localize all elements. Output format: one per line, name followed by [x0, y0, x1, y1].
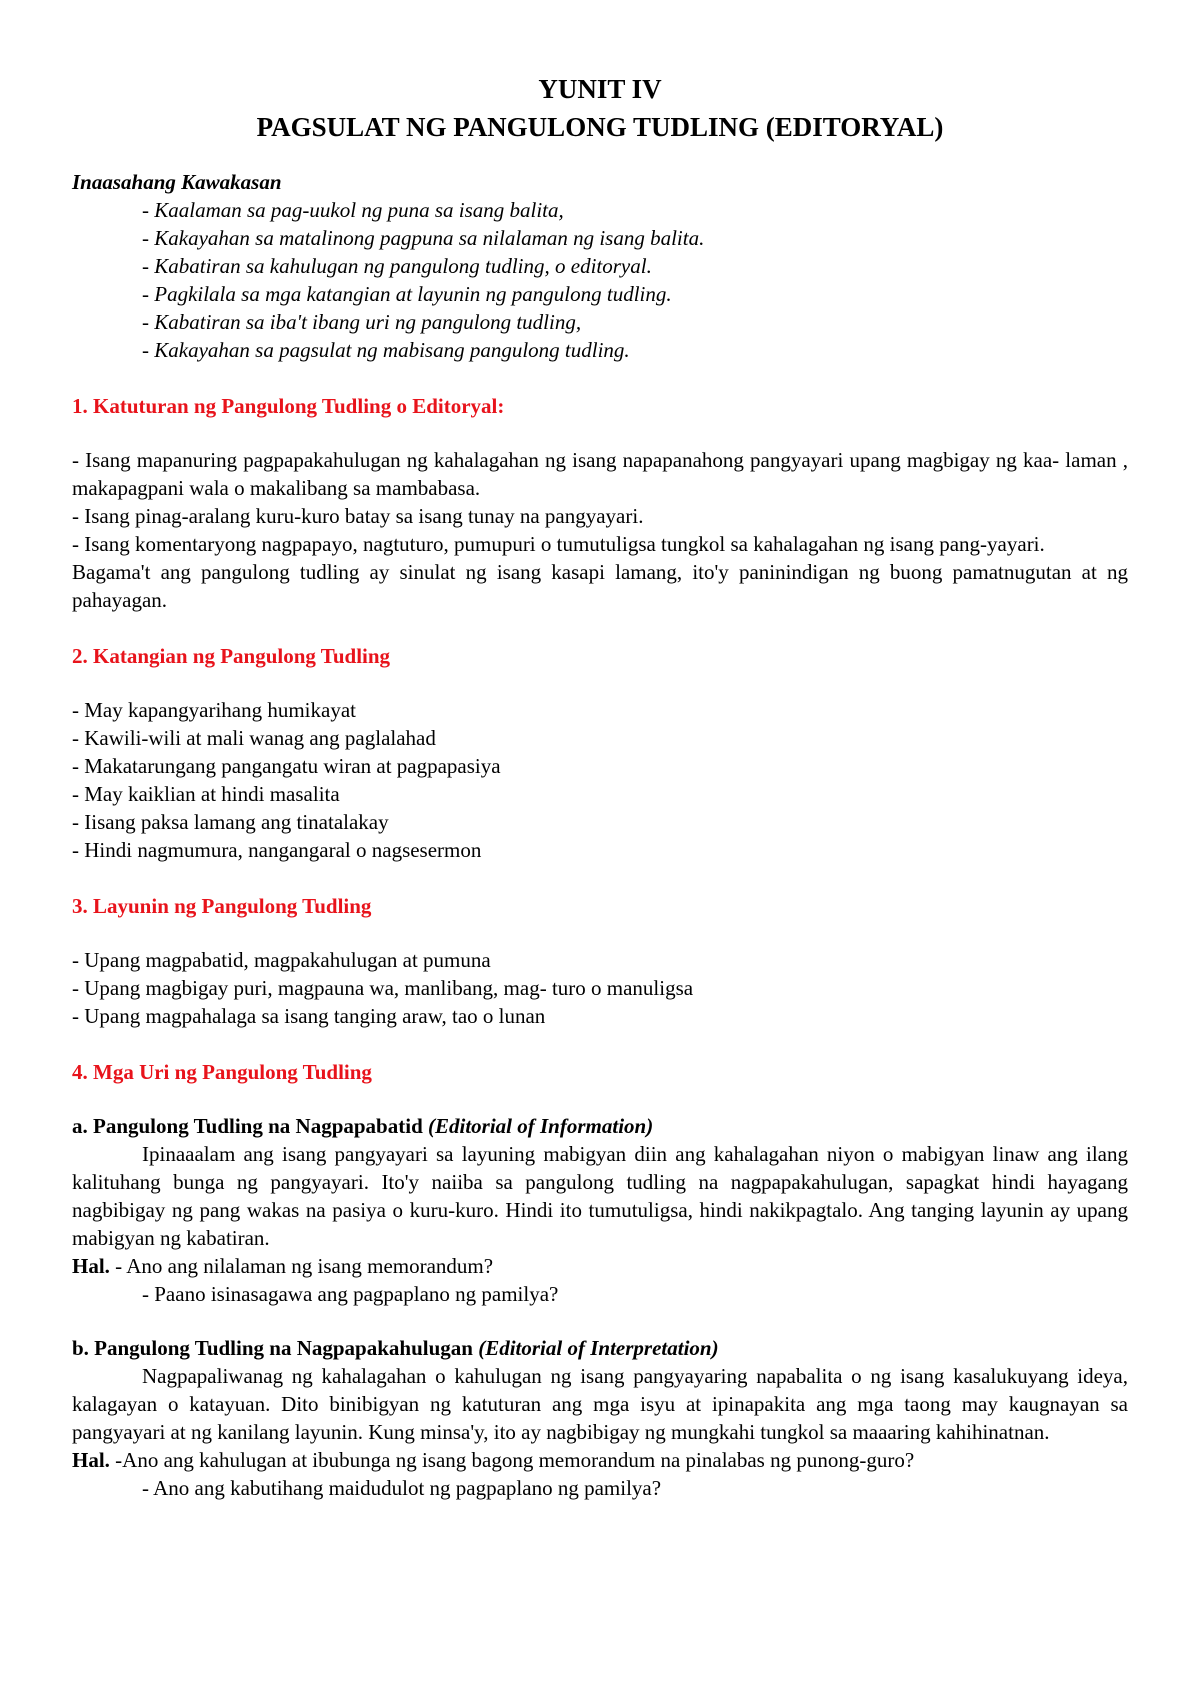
unit-title: YUNIT IV: [538, 74, 662, 104]
type-b-example: [72, 1446, 1128, 1474]
type-a-heading: [72, 1112, 1128, 1140]
section-2-heading: 2. Katangian ng Pangulong Tudling: [72, 644, 391, 668]
type-a-paragraph: Ipinaaalam ang isang pangyayari sa layuning mabigyan diin ang kahalagahan niyon o mabigyan linaw ang ilang kalituhang bunga ng pangyayari. Ito'y naiiba sa pangulong tudling na nagpapakahulugan, sapagkat hindi hayagang nagbibigay ng pang wakas na pasiya o kuru-kuro. Hindi ito tumutuligsa, hindi nakikpagtalo. Ang tanging layunin ay upang mabigyan ng kabatiran.: [72, 1142, 1128, 1250]
objective-item: - Kaalaman sa pag-uukol ng puna sa isang balita,: [142, 198, 564, 222]
type-b-heading: [72, 1334, 1128, 1362]
objectives-list: [72, 196, 1128, 364]
purpose-line: - Upang magbigay puri, magpauna wa, manlibang, mag- turo o manuligsa: [72, 976, 694, 1000]
type-b-title: b. Pangulong Tudling na Nagpapakahulugan: [72, 1336, 473, 1360]
section-2-body: [72, 696, 1128, 864]
definition-paragraph: Bagama't ang pangulong tudling ay sinulat ng isang kasapi lamang, ito'y paninindigan ng buong pamatnugutan at ng pahayagan.: [72, 560, 1128, 612]
objective-item: - Kabatiran sa iba't ibang uri ng pangulong tudling,: [142, 310, 582, 334]
characteristic-line: - May kaiklian at hindi masalita: [72, 782, 340, 806]
section-1-heading: 1. Katuturan ng Pangulong Tudling o Editoryal:: [72, 394, 505, 418]
objective-item: - Kakayahan sa matalinong pagpuna sa nilalaman ng isang balita.: [142, 226, 705, 250]
characteristic-line: - Makatarungang pangangatu wiran at pagpapasiya: [72, 754, 501, 778]
objective-item: - Pagkilala sa mga katangian at layunin ng pangulong tudling.: [142, 282, 672, 306]
section-3-body: [72, 946, 1128, 1030]
section-4-heading: 4. Mga Uri ng Pangulong Tudling: [72, 1060, 372, 1084]
type-a-english: (Editorial of Information): [428, 1114, 654, 1138]
definition-line: - Isang mapanuring pagpapakahulugan ng kahalagahan ng isang napapanahong pangyayari upang magbigay ng kaa- laman , makapagpani wala o makalibang sa mambabasa.: [72, 448, 1128, 500]
type-a-title: a. Pangulong Tudling na Nagpapabatid: [72, 1114, 423, 1138]
purpose-line: - Upang magpahalaga sa isang tanging araw, tao o lunan: [72, 1004, 546, 1028]
objectives-heading: Inaasahang Kawakasan: [72, 170, 282, 194]
type-b-example-2: - Ano ang kabutihang maidudulot ng pagpaplano ng pamilya?: [142, 1476, 662, 1500]
definition-line: - Isang pinag-aralang kuru-kuro batay sa isang tunay na pangyayari.: [72, 504, 644, 528]
type-a-example: [72, 1252, 1128, 1280]
characteristic-line: - Hindi nagmumura, nangangaral o nagsesermon: [72, 838, 482, 862]
type-b-english: (Editorial of Interpretation): [478, 1336, 719, 1360]
example-label: Hal.: [72, 1254, 110, 1278]
example-question: -Ano ang kahulugan at ibubunga ng isang bagong memorandum na pinalabas ng punong-guro?: [109, 1448, 915, 1472]
type-a-example-2: - Paano isinasagawa ang pagpaplano ng pamilya?: [142, 1282, 559, 1306]
unit-subtitle: PAGSULAT NG PANGULONG TUDLING (EDITORYAL): [256, 112, 944, 142]
purpose-line: - Upang magpabatid, magpakahulugan at pumuna: [72, 948, 491, 972]
section-1-body: [72, 446, 1128, 614]
example-label: Hal.: [72, 1448, 110, 1472]
characteristic-line: - May kapangyarihang humikayat: [72, 698, 356, 722]
example-question: - Ano ang nilalaman ng isang memorandum?: [109, 1254, 494, 1278]
section-3-heading: 3. Layunin ng Pangulong Tudling: [72, 894, 372, 918]
type-b-block: [72, 1334, 1128, 1502]
objective-item: - Kabatiran sa kahulugan ng pangulong tudling, o editoryal.: [142, 254, 652, 278]
characteristic-line: - Kawili-wili at mali wanag ang paglalahad: [72, 726, 436, 750]
objective-item: - Kakayahan sa pagsulat ng mabisang pangulong tudling.: [142, 338, 630, 362]
characteristic-line: - Iisang paksa lamang ang tinatalakay: [72, 810, 389, 834]
definition-line: - Isang komentaryong nagpapayo, nagtuturo, pumupuri o tumutuligsa tungkol sa kahalagahan ng isang pang-yayari.: [72, 532, 1045, 556]
type-a-block: [72, 1112, 1128, 1308]
type-b-paragraph: Nagpapaliwanag ng kahalagahan o kahulugan ng isang pangyayaring napabalita o ng isang kasalukuyang ideya, kalagayan o katayuan. Dito binibigyan ng katuturan ang mga isyu at ipinapakita ang mga taong may kaugnayan sa pangyayari at ng kanilang layunin. Kung minsa'y, ito ay nagbibigay ng mungkahi tungkol sa maaaring kahihinatnan.: [72, 1364, 1128, 1444]
